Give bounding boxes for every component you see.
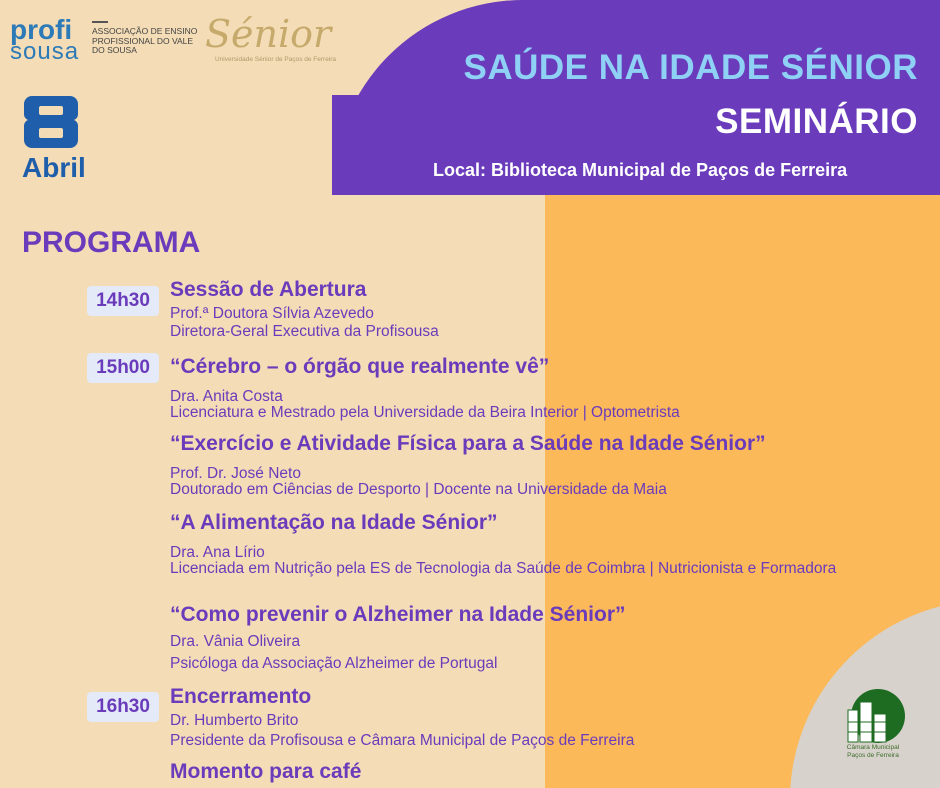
session-title: Encerramento	[170, 685, 312, 708]
date-day-number	[22, 92, 80, 152]
municipal-logo	[838, 688, 918, 768]
logo-divider	[92, 21, 108, 23]
speaker-name: Prof. Dr. José Neto	[170, 465, 301, 482]
senior-logo	[205, 12, 355, 68]
speaker-role: Licenciatura e Mestrado pela Universidade da Beira Interior | Optometrista	[170, 404, 680, 421]
municipal-logo-text: Câmara Municipal Paços de Ferreira	[846, 744, 900, 759]
session-title: “Exercício e Atividade Física para a Saúde na Idade Sénior”	[170, 432, 766, 455]
senior-logo-word: Sénior	[205, 12, 332, 56]
event-location: Local: Biblioteca Municipal de Paços de Ferreira	[433, 160, 848, 180]
speaker-name: Prof.ª Doutora Sílvia Azevedo	[170, 305, 374, 322]
speaker-name: Dra. Ana Lírio	[170, 544, 265, 561]
association-text: ASSOCIAÇÃO DE ENSINO PROFISSIONAL DO VALE DO SOUSA	[92, 26, 198, 55]
session-title: Momento para café	[170, 760, 362, 783]
speaker-role: Licenciada em Nutrição pela ES de Tecnologia da Saúde de Coimbra | Nutricionista e Formadora	[170, 560, 837, 577]
speaker-role: Diretora-Geral Executiva da Profisousa	[170, 323, 439, 340]
sousa-logo-text: sousa	[10, 38, 80, 65]
profisousa-logo	[10, 14, 198, 65]
session-title: “Como prevenir o Alzheimer na Idade Sénior”	[170, 603, 626, 626]
speaker-name: Dr. Humberto Brito	[170, 712, 299, 729]
speaker-role: Presidente da Profisousa e Câmara Municipal de Paços de Ferreira	[170, 732, 635, 749]
session-title: Sessão de Abertura	[170, 278, 367, 301]
speaker-role: Psicóloga da Associação Alzheimer de Portugal	[170, 655, 498, 672]
event-subtitle: SEMINÁRIO	[715, 102, 918, 141]
speaker-name: Dra. Anita Costa	[170, 388, 283, 405]
senior-logo-tagline: Universidade Sénior de Paços de Ferreira	[215, 56, 337, 63]
time-badge: 15h00	[87, 353, 159, 383]
speaker-name: Dra. Vânia Oliveira	[170, 633, 301, 650]
speaker-role: Doutorado em Ciências de Desporto | Docente na Universidade da Maia	[170, 481, 667, 498]
session-title: “Cérebro – o órgão que realmente vê”	[170, 355, 550, 378]
municipal-building-icon	[838, 688, 908, 744]
event-title: SAÚDE NA IDADE SÉNIOR	[463, 48, 918, 87]
date-month: Abril	[22, 152, 86, 183]
time-badge: 16h30	[87, 692, 159, 722]
profi-logo-text: profi	[10, 14, 73, 45]
program-heading: PROGRAMA	[22, 226, 201, 259]
time-badge: 14h30	[87, 286, 159, 316]
session-title: “A Alimentação na Idade Sénior”	[170, 511, 498, 534]
